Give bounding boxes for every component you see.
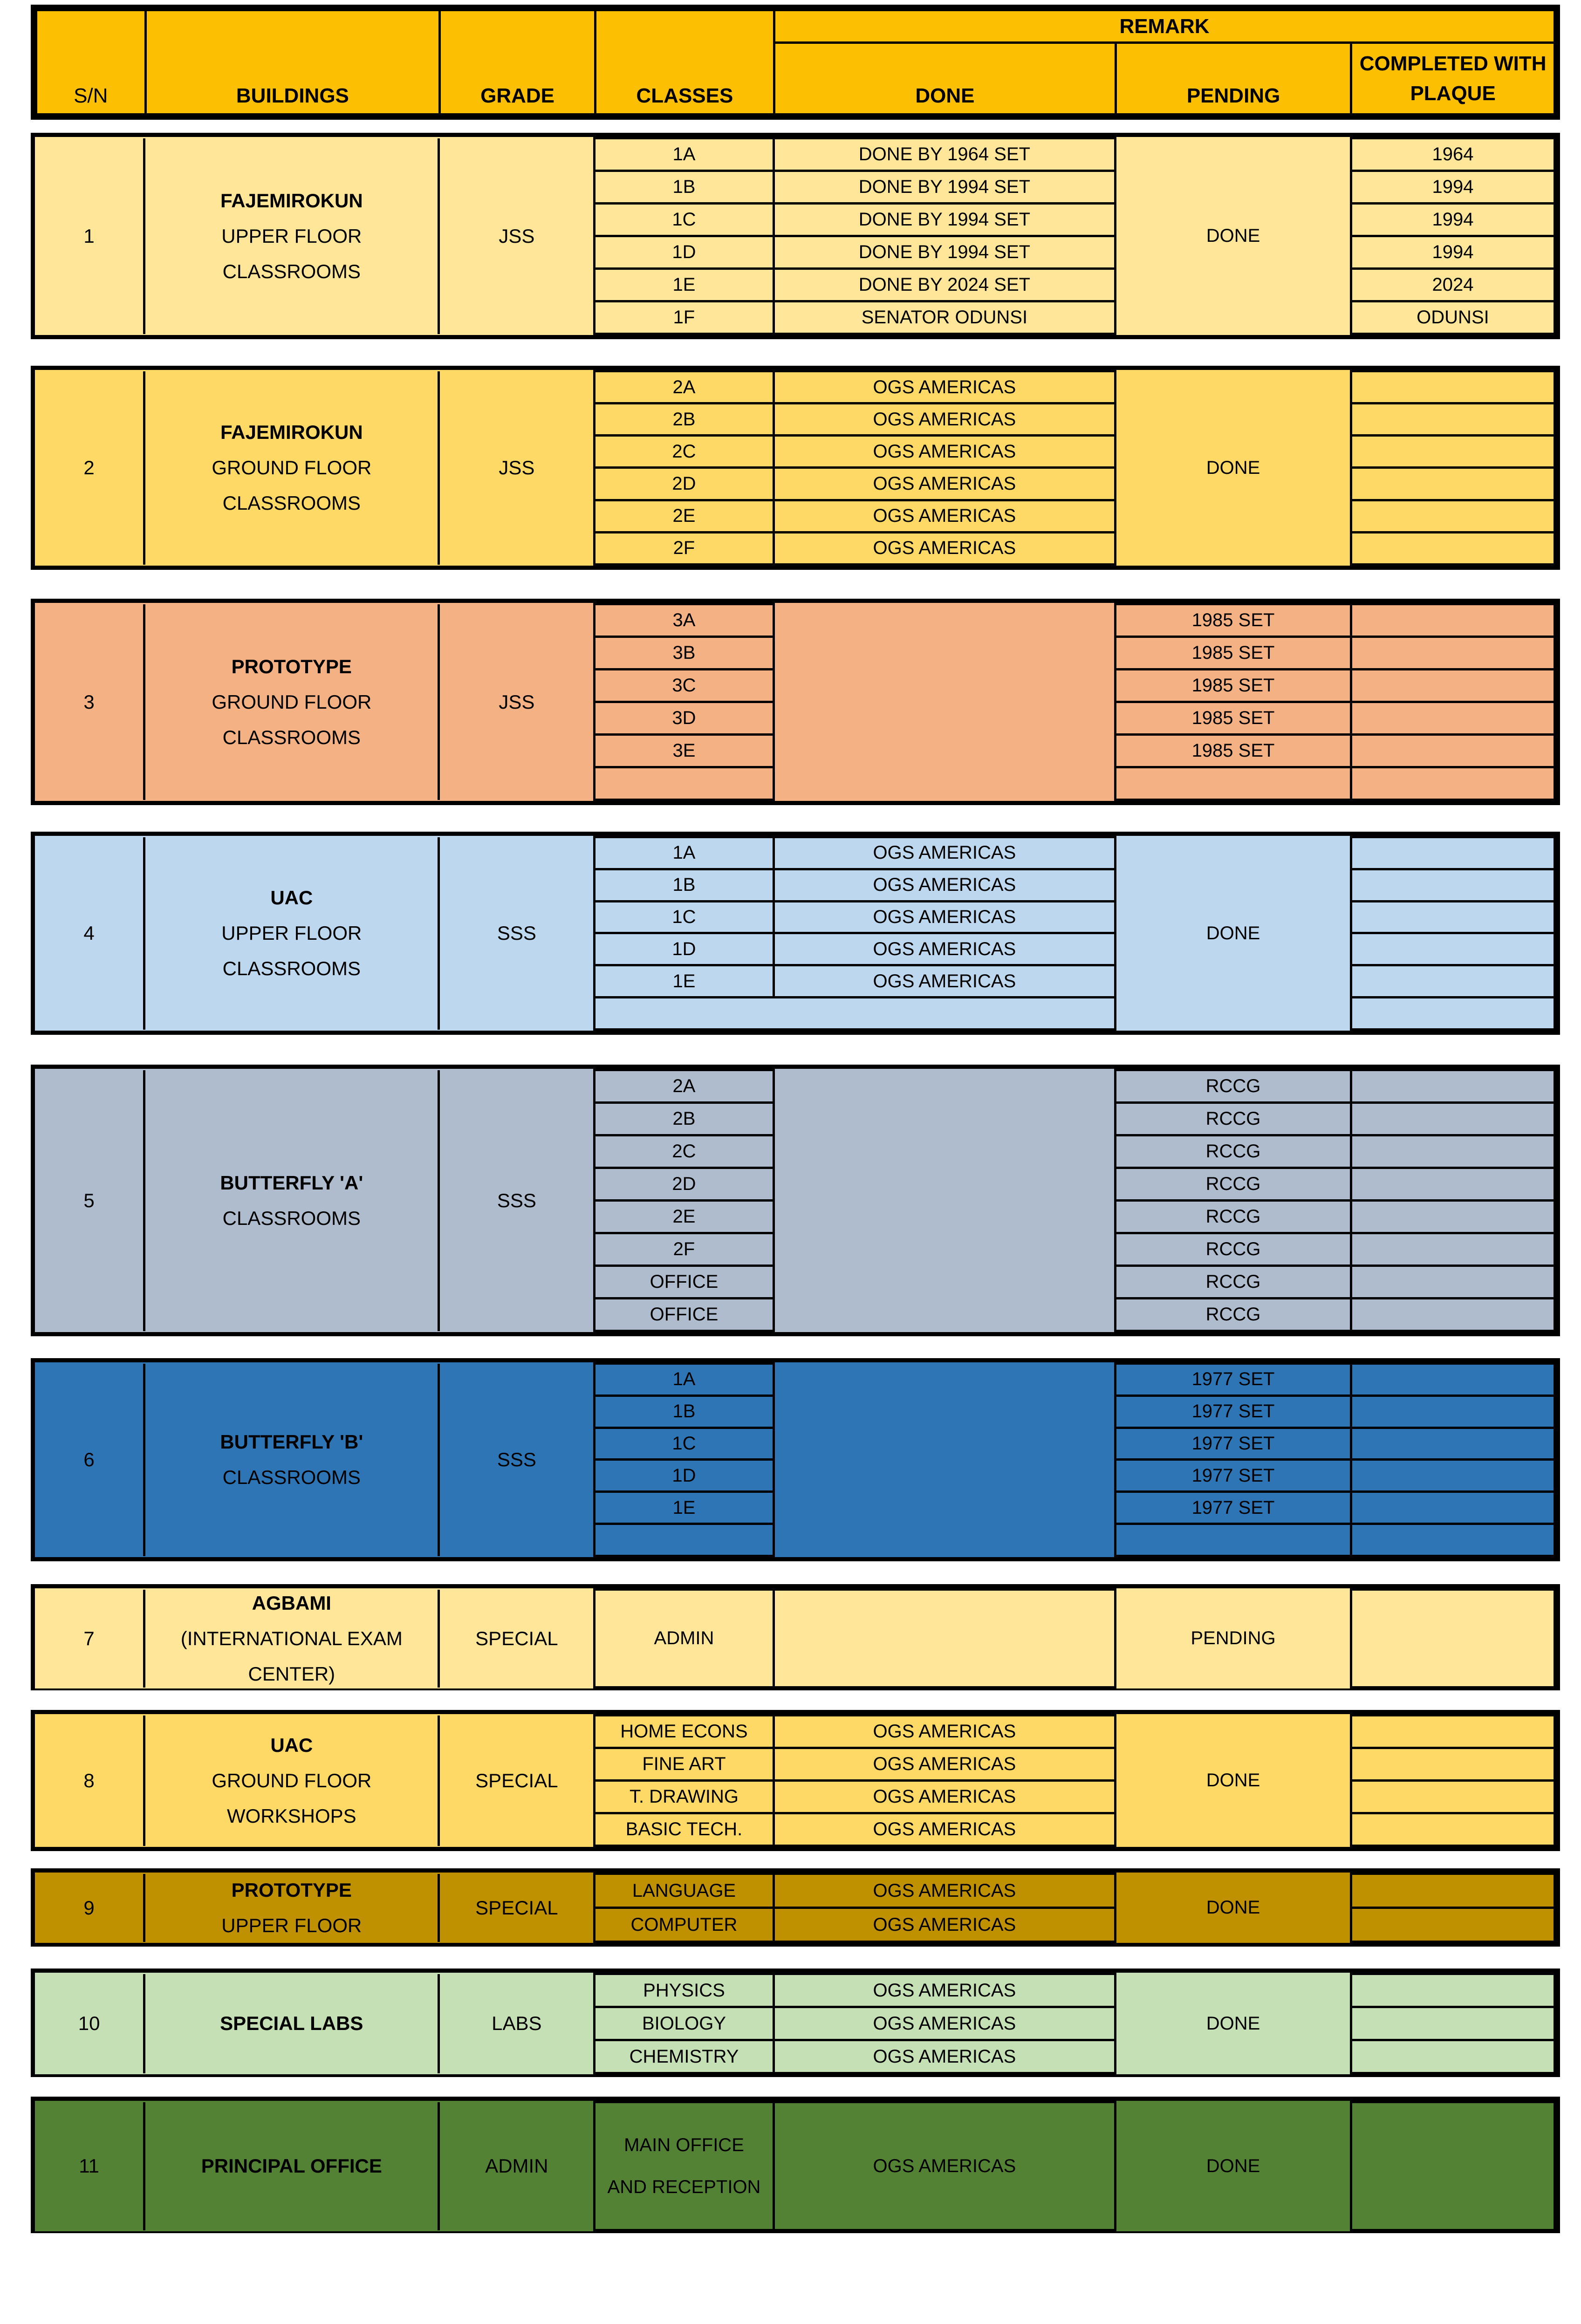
plaque-cell — [1351, 998, 1554, 1030]
column-header-plaque: COMPLETED WITH PLAQUE — [1351, 43, 1555, 115]
header-table — [35, 9, 1556, 116]
class-cell: LANGUAGE — [595, 1874, 773, 1908]
class-cell: 2B — [595, 1103, 773, 1135]
building-group-11 — [31, 2097, 1560, 2233]
plaque-cell — [1351, 837, 1554, 869]
class-cell: 1C — [595, 1428, 773, 1460]
class-cell: 3A — [595, 604, 773, 637]
table-row — [35, 1070, 1555, 1103]
plaque-cell — [1351, 1103, 1554, 1135]
done-cell: OGS AMERICAS — [773, 532, 1115, 564]
plaque-cell — [1351, 1590, 1554, 1688]
plaque-cell — [1351, 637, 1554, 670]
pending-cell: 1985 SET — [1116, 735, 1351, 767]
pending-cell: RCCG — [1116, 1070, 1351, 1103]
building-group-2 — [31, 366, 1560, 570]
done-cell: OGS AMERICAS — [773, 1908, 1115, 1942]
column-header-buildings: BUILDINGS — [145, 10, 440, 115]
class-cell: 1D — [595, 236, 773, 269]
building-cell — [144, 837, 439, 1030]
pending-cell: 1985 SET — [1116, 670, 1351, 702]
plaque-cell — [1351, 2007, 1554, 2040]
serial-number: 10 — [35, 1974, 144, 2073]
table-header — [31, 5, 1560, 120]
plaque-cell: 1964 — [1351, 138, 1554, 171]
done-cell: OGS AMERICAS — [773, 468, 1115, 500]
serial-number: 8 — [35, 1716, 144, 1846]
pending-cell: PENDING — [1116, 1590, 1351, 1688]
building-subtitle-1: (INTERNATIONAL EXAM — [180, 1627, 403, 1649]
pending-cell: DONE — [1116, 2102, 1351, 2230]
column-header-pending: PENDING — [1116, 43, 1351, 115]
done-cell: OGS AMERICAS — [773, 837, 1115, 869]
grade-cell: SSS — [439, 1364, 595, 1556]
class-cell: 2D — [595, 468, 773, 500]
grade-cell: JSS — [439, 138, 595, 334]
class-cell: 2E — [595, 1201, 773, 1233]
building-table — [35, 1362, 1556, 1557]
class-cell: 2F — [595, 1233, 773, 1266]
class-cell: 1D — [595, 1460, 773, 1492]
building-name: BUTTERFLY 'A' — [220, 1171, 363, 1194]
plaque-cell — [1351, 1492, 1554, 1524]
pending-cell: DONE — [1116, 138, 1351, 334]
building-name: SPECIAL LABS — [220, 2012, 363, 2034]
pending-cell — [1116, 767, 1351, 800]
building-table — [35, 1973, 1556, 2074]
plaque-cell — [1351, 1201, 1554, 1233]
plaque-cell — [1351, 670, 1554, 702]
plaque-cell — [1351, 1395, 1554, 1428]
building-subtitle-1: CLASSROOMS — [222, 1466, 361, 1488]
building-table — [35, 2101, 1556, 2231]
column-header-done: DONE — [774, 43, 1116, 115]
plaque-cell: 2024 — [1351, 269, 1554, 301]
pending-cell: 1977 SET — [1116, 1492, 1351, 1524]
grade-cell: JSS — [439, 371, 595, 565]
plaque-cell: 1994 — [1351, 204, 1554, 236]
plaque-cell — [1351, 901, 1554, 933]
class-cell: 1E — [595, 1492, 773, 1524]
serial-number: 4 — [35, 837, 144, 1030]
table-row — [35, 1364, 1555, 1396]
plaque-cell — [1351, 933, 1554, 965]
class-cell: 2C — [595, 436, 773, 468]
done-cell: OGS AMERICAS — [773, 869, 1115, 901]
serial-number: 6 — [35, 1364, 144, 1556]
pending-cell: RCCG — [1116, 1266, 1351, 1299]
building-cell — [144, 1364, 439, 1556]
pending-cell: DONE — [1116, 1874, 1351, 1942]
building-subtitle-1: CLASSROOMS — [222, 1207, 361, 1229]
pending-cell: 1977 SET — [1116, 1428, 1351, 1460]
building-cell — [144, 1974, 439, 2073]
building-name: PRINCIPAL OFFICE — [201, 2155, 382, 2177]
done-cell: OGS AMERICAS — [773, 1874, 1115, 1908]
building-table — [35, 1873, 1556, 1943]
done-cell: OGS AMERICAS — [773, 901, 1115, 933]
plaque-cell — [1351, 532, 1554, 564]
pending-cell: 1985 SET — [1116, 604, 1351, 637]
class-cell: 2A — [595, 371, 773, 403]
grade-cell: SPECIAL — [439, 1716, 595, 1846]
class-cell: BIOLOGY — [595, 2007, 773, 2040]
plaque-cell — [1351, 1135, 1554, 1168]
class-cell: 1D — [595, 933, 773, 965]
plaque-cell — [1351, 403, 1554, 436]
done-cell: OGS AMERICAS — [773, 965, 1115, 998]
pending-cell: DONE — [1116, 837, 1351, 1030]
class-cell: 1F — [595, 301, 773, 334]
done-cell: DONE BY 1994 SET — [773, 236, 1115, 269]
class-cell: 2D — [595, 1168, 773, 1201]
done-cell — [773, 1590, 1115, 1688]
class-cell: 1B — [595, 171, 773, 204]
building-name: FAJEMIROKUN — [220, 421, 363, 443]
done-cell: DONE BY 1964 SET — [773, 138, 1115, 171]
class-cell: 2A — [595, 1070, 773, 1103]
table-row — [35, 371, 1555, 403]
building-cell — [144, 2102, 439, 2230]
table-row — [35, 604, 1555, 637]
done-cell: OGS AMERICAS — [773, 2007, 1115, 2040]
plaque-cell — [1351, 767, 1554, 800]
building-table — [35, 1588, 1556, 1688]
building-cell — [144, 1590, 439, 1688]
building-table — [35, 137, 1556, 335]
class-cell: 2E — [595, 500, 773, 532]
plaque-cell — [1351, 1908, 1554, 1942]
plaque-cell — [1351, 468, 1554, 500]
class-cell: 1A — [595, 1364, 773, 1396]
table-row — [35, 138, 1555, 171]
building-group-10 — [31, 1969, 1560, 2077]
plaque-cell — [1351, 1266, 1554, 1299]
building-subtitle-2: CLASSROOMS — [222, 492, 361, 514]
serial-number: 2 — [35, 371, 144, 565]
building-subtitle-1: UPPER FLOOR — [221, 922, 362, 944]
building-cell — [144, 1716, 439, 1846]
class-cell: T. DRAWING — [595, 1781, 773, 1813]
building-name: PROTOTYPE — [231, 655, 352, 677]
building-group-4 — [31, 832, 1560, 1035]
pending-cell: 1977 SET — [1116, 1364, 1351, 1396]
done-cell: OGS AMERICAS — [773, 1748, 1115, 1781]
pending-cell — [1116, 1524, 1351, 1556]
building-cell — [144, 1070, 439, 1331]
table-row — [35, 1590, 1555, 1688]
table-row — [35, 1974, 1555, 2007]
grade-cell: SPECIAL — [439, 1874, 595, 1942]
done-cell: OGS AMERICAS — [773, 1974, 1115, 2007]
column-header-sn: S/N — [36, 10, 146, 115]
building-cell — [144, 604, 439, 800]
done-cell: OGS AMERICAS — [773, 403, 1115, 436]
pending-cell: DONE — [1116, 1716, 1351, 1846]
building-subtitle-2: CLASSROOMS — [222, 726, 361, 748]
building-subtitle-1: GROUND FLOOR — [212, 1769, 372, 1791]
class-cell: 1C — [595, 901, 773, 933]
class-cell: 2F — [595, 532, 773, 564]
class-cell: PHYSICS — [595, 1974, 773, 2007]
pending-cell: RCCG — [1116, 1135, 1351, 1168]
done-cell: DONE BY 2024 SET — [773, 269, 1115, 301]
plaque-cell: ODUNSI — [1351, 301, 1554, 334]
class-cell: CHEMISTRY — [595, 2040, 773, 2073]
building-table — [35, 836, 1556, 1031]
building-group-1 — [31, 133, 1560, 339]
done-cell — [773, 1364, 1115, 1556]
pending-cell: RCCG — [1116, 1299, 1351, 1331]
building-group-9 — [31, 1868, 1560, 1947]
plaque-cell — [1351, 604, 1554, 637]
done-cell — [773, 604, 1115, 800]
table-row — [35, 1874, 1555, 1908]
plaque-cell — [1351, 1233, 1554, 1266]
done-cell: OGS AMERICAS — [773, 371, 1115, 403]
plaque-cell — [1351, 1748, 1554, 1781]
serial-number: 11 — [35, 2102, 144, 2230]
building-subtitle-1: UPPER FLOOR — [221, 225, 362, 247]
column-header-grade: GRADE — [440, 10, 595, 115]
building-subtitle-2: WORKSHOPS — [226, 1805, 356, 1827]
plaque-cell — [1351, 2102, 1554, 2230]
plaque-cell — [1351, 1874, 1554, 1908]
column-header-remark: REMARK — [774, 10, 1555, 43]
class-cell: OFFICE — [595, 1299, 773, 1331]
table-row — [35, 2102, 1555, 2230]
building-subtitle-1: UPPER FLOOR — [221, 1914, 362, 1936]
class-cell: 1A — [595, 837, 773, 869]
building-cell — [144, 371, 439, 565]
plaque-cell — [1351, 1428, 1554, 1460]
class-cell: FINE ART — [595, 1748, 773, 1781]
serial-number: 7 — [35, 1590, 144, 1688]
plaque-cell — [1351, 735, 1554, 767]
grade-cell: JSS — [439, 604, 595, 800]
class-cell: ADMIN — [595, 1590, 773, 1688]
plaque-cell — [1351, 2040, 1554, 2073]
building-cell — [144, 1874, 439, 1942]
class-cell: HOME ECONS — [595, 1716, 773, 1748]
building-name: BUTTERFLY 'B' — [220, 1431, 363, 1453]
plaque-cell: 1994 — [1351, 236, 1554, 269]
done-cell: OGS AMERICAS — [773, 500, 1115, 532]
pending-cell: RCCG — [1116, 1201, 1351, 1233]
done-cell: OGS AMERICAS — [773, 1716, 1115, 1748]
building-name: PROTOTYPE — [231, 1879, 352, 1901]
building-group-5 — [31, 1065, 1560, 1336]
pending-cell: DONE — [1116, 1974, 1351, 2073]
done-cell: DONE BY 1994 SET — [773, 171, 1115, 204]
column-header-classes: CLASSES — [595, 10, 774, 115]
serial-number: 3 — [35, 604, 144, 800]
done-cell: OGS AMERICAS — [773, 1781, 1115, 1813]
pending-cell: RCCG — [1116, 1103, 1351, 1135]
class-cell: 3E — [595, 735, 773, 767]
building-table — [35, 1069, 1556, 1332]
building-name: AGBAMI — [252, 1592, 331, 1614]
pending-cell: RCCG — [1116, 1168, 1351, 1201]
building-cell — [144, 138, 439, 334]
building-subtitle-2: CENTER) — [248, 1662, 335, 1685]
building-subtitle-1: GROUND FLOOR — [212, 690, 372, 713]
class-cell — [595, 998, 773, 1030]
pending-cell: 1985 SET — [1116, 637, 1351, 670]
class-cell — [595, 1524, 773, 1556]
serial-number: 1 — [35, 138, 144, 334]
plaque-cell — [1351, 1716, 1554, 1748]
building-group-7 — [31, 1584, 1560, 1690]
building-name: FAJEMIROKUN — [220, 189, 363, 212]
plaque-cell — [1351, 1364, 1554, 1396]
class-cell: 1E — [595, 965, 773, 998]
done-cell: OGS AMERICAS — [773, 933, 1115, 965]
done-cell: DONE BY 1994 SET — [773, 204, 1115, 236]
done-cell: OGS AMERICAS — [773, 2040, 1115, 2073]
plaque-cell — [1351, 1460, 1554, 1492]
table-row — [35, 837, 1555, 869]
serial-number: 5 — [35, 1070, 144, 1331]
class-cell: 3C — [595, 670, 773, 702]
plaque-cell — [1351, 1524, 1554, 1556]
plaque-cell — [1351, 1070, 1554, 1103]
plaque-cell — [1351, 1299, 1554, 1331]
building-table — [35, 370, 1556, 566]
class-cell: 1B — [595, 869, 773, 901]
class-cell: BASIC TECH. — [595, 1813, 773, 1846]
done-cell — [773, 1070, 1115, 1331]
plaque-cell — [1351, 1813, 1554, 1846]
class-cell: 1A — [595, 138, 773, 171]
serial-number: 9 — [35, 1874, 144, 1942]
plaque-cell: 1994 — [1351, 171, 1554, 204]
grade-cell: SPECIAL — [439, 1590, 595, 1688]
building-name: UAC — [270, 1734, 313, 1756]
building-name: UAC — [270, 887, 313, 909]
plaque-cell — [1351, 1974, 1554, 2007]
class-cell: COMPUTER — [595, 1908, 773, 1942]
pending-cell: 1985 SET — [1116, 702, 1351, 735]
class-cell: OFFICE — [595, 1266, 773, 1299]
done-cell: OGS AMERICAS — [773, 436, 1115, 468]
pending-cell: 1977 SET — [1116, 1395, 1351, 1428]
grade-cell: SSS — [439, 1070, 595, 1331]
plaque-cell — [1351, 1168, 1554, 1201]
class-cell: 3D — [595, 702, 773, 735]
building-group-3 — [31, 599, 1560, 805]
building-subtitle-2: CLASSROOMS — [222, 260, 361, 282]
grade-cell: LABS — [439, 1974, 595, 2073]
pending-cell: DONE — [1116, 371, 1351, 565]
building-group-8 — [31, 1710, 1560, 1851]
pending-cell: RCCG — [1116, 1233, 1351, 1266]
done-cell: OGS AMERICAS — [773, 2102, 1115, 2230]
building-group-6 — [31, 1358, 1560, 1561]
building-subtitle-2: CLASSROOMS — [222, 957, 361, 979]
plaque-cell — [1351, 500, 1554, 532]
class-cell: 3B — [595, 637, 773, 670]
plaque-cell — [1351, 371, 1554, 403]
pending-cell: 1977 SET — [1116, 1460, 1351, 1492]
plaque-cell — [1351, 436, 1554, 468]
building-subtitle-1: GROUND FLOOR — [212, 457, 372, 478]
plaque-cell — [1351, 965, 1554, 998]
plaque-cell — [1351, 702, 1554, 735]
class-cell: MAIN OFFICE AND RECEPTION — [595, 2102, 773, 2230]
done-cell: SENATOR ODUNSI — [773, 301, 1115, 334]
class-cell: 2B — [595, 403, 773, 436]
grade-cell: ADMIN — [439, 2102, 595, 2230]
plaque-cell — [1351, 869, 1554, 901]
class-cell: 1C — [595, 204, 773, 236]
table-row — [35, 1716, 1555, 1748]
plaque-cell — [1351, 1781, 1554, 1813]
done-cell: OGS AMERICAS — [773, 1813, 1115, 1846]
building-table — [35, 603, 1556, 801]
grade-cell: SSS — [439, 837, 595, 1030]
class-cell: 2C — [595, 1135, 773, 1168]
building-table — [35, 1714, 1556, 1847]
class-cell: 1E — [595, 269, 773, 301]
class-cell: 1B — [595, 1395, 773, 1428]
class-cell — [595, 767, 773, 800]
done-cell — [773, 998, 1115, 1030]
